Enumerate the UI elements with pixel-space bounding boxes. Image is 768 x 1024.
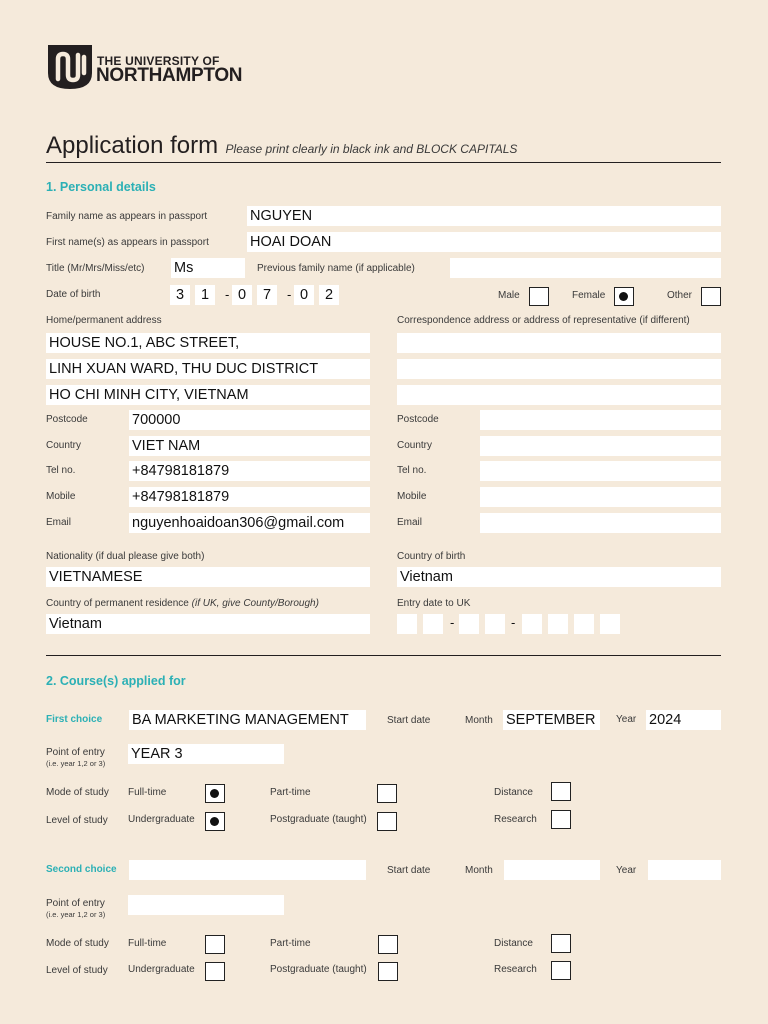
second-choice-label: Second choice — [46, 864, 117, 875]
mobile-field[interactable]: +84798181879 — [129, 487, 370, 507]
section-divider — [46, 655, 721, 656]
uk-entry-separator: - — [511, 615, 516, 630]
second-undergrad-label: Undergraduate — [128, 964, 195, 975]
first-year-field[interactable]: 2024 — [646, 710, 721, 730]
nationality-label: Nationality (if dual please give both) — [46, 551, 205, 562]
uk-entry-digit[interactable] — [522, 614, 542, 634]
second-course-field[interactable] — [129, 860, 366, 880]
second-postgrad-checkbox[interactable] — [378, 962, 398, 981]
second-poe-hint: (i.e. year 1,2 or 3) — [46, 910, 106, 919]
corr-tel-label: Tel no. — [397, 465, 427, 476]
corr-email-field[interactable] — [480, 513, 721, 533]
dob-digit[interactable]: 1 — [195, 285, 215, 305]
family-name-field[interactable]: NGUYEN — [247, 206, 721, 226]
home-address-label: Home/permanent address — [46, 315, 162, 326]
female-checkbox[interactable] — [614, 287, 634, 306]
first-poe-field[interactable]: YEAR 3 — [128, 744, 284, 764]
second-year-label: Year — [616, 865, 637, 876]
prev-family-field[interactable] — [450, 258, 721, 278]
corr-country-field[interactable] — [480, 436, 721, 456]
first-parttime-checkbox[interactable] — [377, 784, 397, 803]
uk-entry-digit[interactable] — [574, 614, 594, 634]
second-fulltime-checkbox[interactable] — [205, 935, 225, 954]
first-postgrad-label: Postgraduate (taught) — [270, 814, 367, 825]
uk-entry-digit[interactable] — [548, 614, 568, 634]
female-label: Female — [572, 290, 606, 301]
postcode-field[interactable]: 700000 — [129, 410, 370, 430]
first-month-field[interactable]: SEPTEMBER — [503, 710, 600, 730]
second-fulltime-label: Full-time — [128, 938, 167, 949]
tel-field[interactable]: +84798181879 — [129, 461, 370, 481]
dob-digit[interactable]: 0 — [232, 285, 252, 305]
second-parttime-label: Part-time — [270, 938, 311, 949]
first-undergrad-label: Undergraduate — [128, 814, 195, 825]
title-label: Title (Mr/Mrs/Miss/etc) — [46, 263, 145, 274]
corr-mobile-field[interactable] — [480, 487, 721, 507]
first-distance-label: Distance — [494, 787, 533, 798]
home-address-line[interactable]: LINH XUAN WARD, THU DUC DISTRICT — [46, 359, 370, 379]
first-year-label: Year — [616, 714, 637, 725]
second-distance-checkbox[interactable] — [551, 934, 571, 953]
uk-entry-separator: - — [450, 615, 455, 630]
corr-address-line[interactable] — [397, 333, 721, 353]
second-undergrad-checkbox[interactable] — [205, 962, 225, 981]
residence-label-hint: (if UK, give County/Borough) — [191, 598, 319, 609]
first-research-checkbox[interactable] — [551, 810, 571, 829]
second-research-label: Research — [494, 964, 537, 975]
prev-family-label: Previous family name (if applicable) — [257, 263, 415, 274]
uk-entry-digit[interactable] — [600, 614, 620, 634]
birth-country-field[interactable]: Vietnam — [397, 567, 721, 587]
second-distance-label: Distance — [494, 938, 533, 949]
uk-entry-digit[interactable] — [423, 614, 443, 634]
form-title — [46, 132, 517, 160]
dob-label: Date of birth — [46, 289, 101, 300]
second-poe-label: Point of entry — [46, 898, 105, 909]
dob-digit[interactable]: 3 — [170, 285, 190, 305]
logo-line2: NORTHAMPTON — [96, 65, 243, 86]
email-field[interactable]: nguyenhoaidoan306@gmail.com — [129, 513, 370, 533]
first-mode-label: Mode of study — [46, 787, 109, 798]
residence-field[interactable]: Vietnam — [46, 614, 370, 634]
corr-postcode-label: Postcode — [397, 414, 439, 425]
first-postgrad-checkbox[interactable] — [377, 812, 397, 831]
nationality-field[interactable]: VIETNAMESE — [46, 567, 370, 587]
corr-address-label: Correspondence address or address of representative (if different) — [397, 315, 690, 326]
dob-digit[interactable]: 0 — [294, 285, 314, 305]
dob-digit[interactable]: 7 — [257, 285, 277, 305]
corr-address-line[interactable] — [397, 359, 721, 379]
first-poe-label: Point of entry — [46, 747, 105, 758]
second-research-checkbox[interactable] — [551, 961, 571, 980]
second-poe-field[interactable] — [128, 895, 284, 915]
other-label: Other — [667, 290, 693, 301]
home-address-line[interactable]: HOUSE NO.1, ABC STREET, — [46, 333, 370, 353]
second-postgrad-label: Postgraduate (taught) — [270, 964, 367, 975]
corr-address-line[interactable] — [397, 385, 721, 405]
family-name-label: Family name as appears in passport — [46, 211, 208, 222]
uk-entry-label: Entry date to UK — [397, 598, 471, 609]
residence-label-text: Country of permanent residence — [46, 598, 189, 609]
first-start-date-label: Start date — [387, 715, 431, 726]
corr-postcode-field[interactable] — [480, 410, 721, 430]
home-address-line[interactable]: HO CHI MINH CITY, VIETNAM — [46, 385, 370, 405]
country-label: Country — [46, 440, 82, 451]
second-level-label: Level of study — [46, 965, 108, 976]
second-month-field[interactable] — [504, 860, 600, 880]
section2-heading: 2. Course(s) applied for — [46, 674, 186, 688]
logo-line1: THE UNIVERSITY OF — [97, 54, 220, 68]
corr-mobile-label: Mobile — [397, 491, 427, 502]
dob-digit[interactable]: 2 — [319, 285, 339, 305]
second-year-field[interactable] — [648, 860, 721, 880]
corr-email-label: Email — [397, 517, 423, 528]
first-name-label: First name(s) as appears in passport — [46, 237, 209, 248]
university-crest-icon — [46, 43, 94, 91]
first-fulltime-label: Full-time — [128, 787, 167, 798]
first-poe-hint: (i.e. year 1,2 or 3) — [46, 759, 106, 768]
second-month-label: Month — [465, 865, 493, 876]
first-research-label: Research — [494, 814, 537, 825]
first-distance-checkbox[interactable] — [551, 782, 571, 801]
postcode-label: Postcode — [46, 414, 88, 425]
title-divider — [46, 162, 721, 163]
page-subtitle: Please print clearly in black ink and BLOCK CAPITALS — [225, 142, 518, 156]
second-start-date-label: Start date — [387, 865, 431, 876]
title-field[interactable]: Ms — [171, 258, 245, 278]
first-month-label: Month — [465, 715, 493, 726]
university-logo — [46, 43, 94, 91]
other-checkbox[interactable] — [701, 287, 721, 306]
corr-tel-field[interactable] — [480, 461, 721, 481]
male-label: Male — [498, 290, 520, 301]
page-title: Application form — [46, 132, 219, 159]
corr-country-label: Country — [397, 440, 433, 451]
uk-entry-digit[interactable] — [397, 614, 417, 634]
first-choice-label: First choice — [46, 714, 103, 725]
section1-heading: 1. Personal details — [46, 180, 156, 194]
residence-label — [46, 598, 319, 609]
first-parttime-label: Part-time — [270, 787, 311, 798]
mobile-label: Mobile — [46, 491, 76, 502]
dob-separator: - — [287, 287, 292, 302]
country-field[interactable]: VIET NAM — [129, 436, 370, 456]
uk-entry-digit[interactable] — [459, 614, 479, 634]
first-name-field[interactable]: HOAI DOAN — [247, 232, 721, 252]
birth-country-label: Country of birth — [397, 551, 466, 562]
dob-separator: - — [225, 287, 230, 302]
tel-label: Tel no. — [46, 465, 76, 476]
first-fulltime-checkbox[interactable] — [205, 784, 225, 803]
first-course-field[interactable]: BA MARKETING MANAGEMENT — [129, 710, 366, 730]
male-checkbox[interactable] — [529, 287, 549, 306]
uk-entry-digit[interactable] — [485, 614, 505, 634]
second-parttime-checkbox[interactable] — [378, 935, 398, 954]
first-level-label: Level of study — [46, 815, 108, 826]
first-undergrad-checkbox[interactable] — [205, 812, 225, 831]
email-label: Email — [46, 517, 72, 528]
second-mode-label: Mode of study — [46, 938, 109, 949]
